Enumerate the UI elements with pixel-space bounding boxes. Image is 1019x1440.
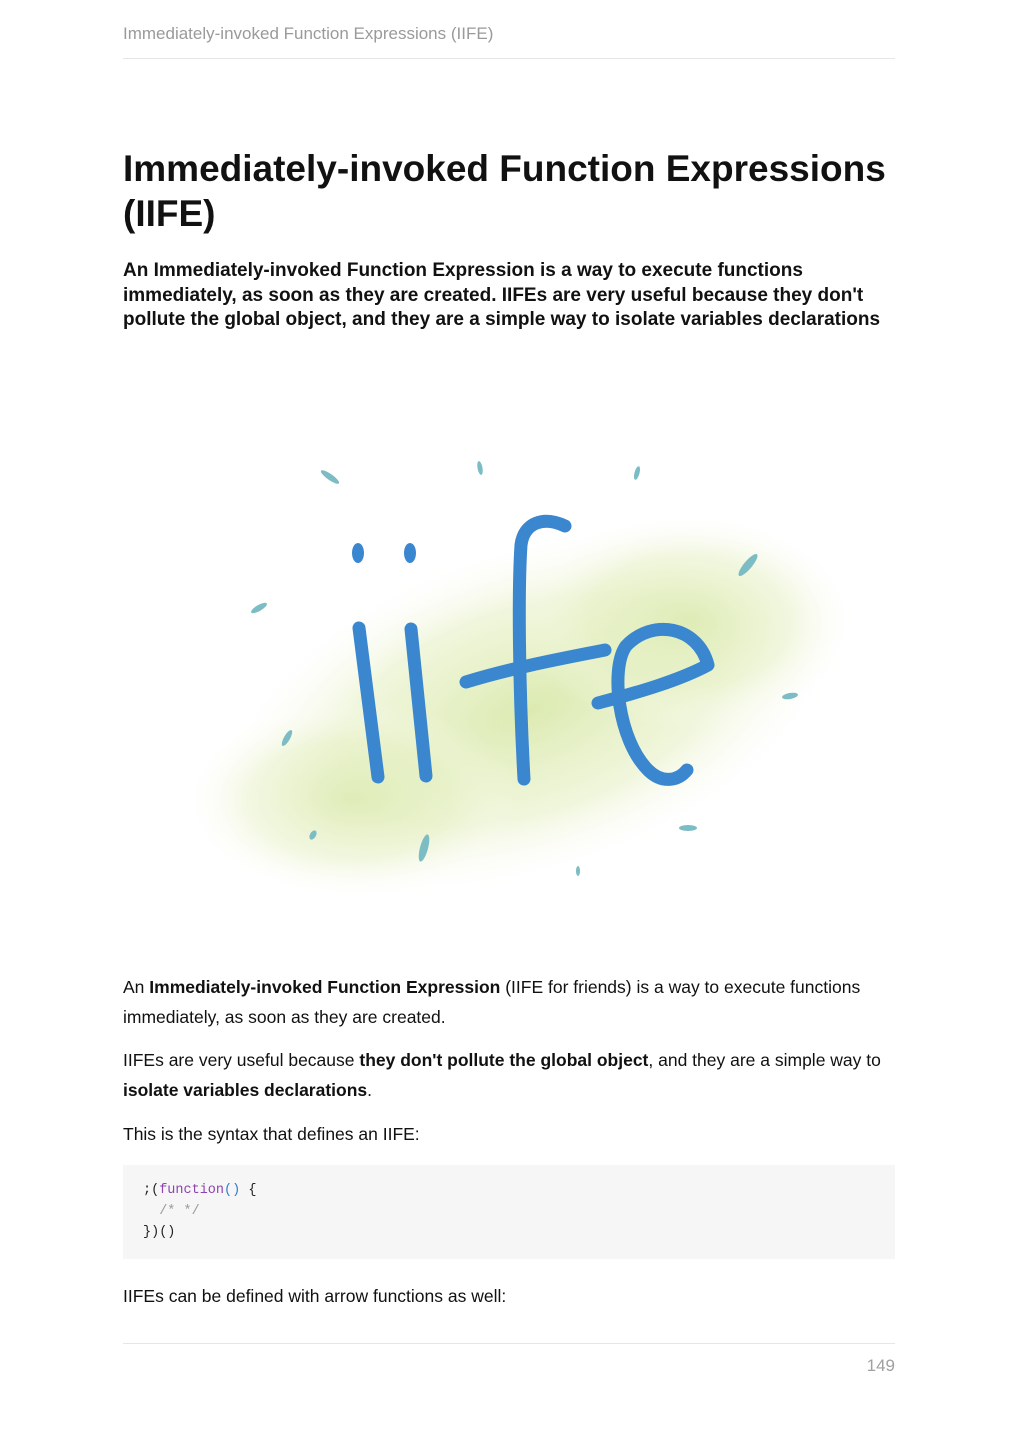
- running-header-title: Immediately-invoked Function Expressions (IIFE): [123, 24, 494, 43]
- iife-illustration: [170, 440, 880, 940]
- p1-bold-term: Immediately-invoked Function Expression: [149, 977, 501, 997]
- chapter-title: Immediately-invoked Function Expressions (IIFE): [123, 148, 886, 234]
- paragraph-arrow: IIFEs can be defined with arrow functions as well:: [123, 1286, 507, 1306]
- code-line-3: })(): [143, 1225, 176, 1240]
- paragraph-benefits: [123, 1046, 895, 1105]
- i-dots: [352, 543, 416, 563]
- p1-text-a: An: [123, 977, 150, 997]
- p2-text-a: IIFEs are very useful because: [123, 1050, 360, 1070]
- p2-bold-global: they don't pollute the global object: [359, 1050, 649, 1070]
- p2-text-e: .: [367, 1079, 373, 1100]
- code-keyword-function: function: [159, 1183, 225, 1198]
- paragraph-syntax: This is the syntax that defines an IIFE:: [123, 1124, 420, 1144]
- footer-divider: [123, 1343, 895, 1344]
- code-comment: /* */: [143, 1204, 200, 1219]
- p1-text-c: (IIFE for friends) is a way to execute functions immediately, as soon as they are created.: [123, 977, 861, 1027]
- code-line-1: ;(function() {: [143, 1183, 257, 1198]
- running-header: [123, 24, 895, 59]
- code-parens: (): [224, 1183, 241, 1198]
- paragraph-intro: [123, 973, 895, 1032]
- code-block: [123, 1165, 895, 1259]
- chapter-lead: An Immediately-invoked Function Expression is a way to execute functions immediately, as soon as they are created. IIFEs are very useful because they don't pollute the global object, and they are a simple way to isolate variables declarations: [123, 260, 881, 330]
- p2-bold-isolate: isolate variables declarations: [123, 1079, 368, 1100]
- p2-text-c: , and they are a simple way to: [648, 1050, 881, 1070]
- page-number: 149: [866, 1356, 895, 1375]
